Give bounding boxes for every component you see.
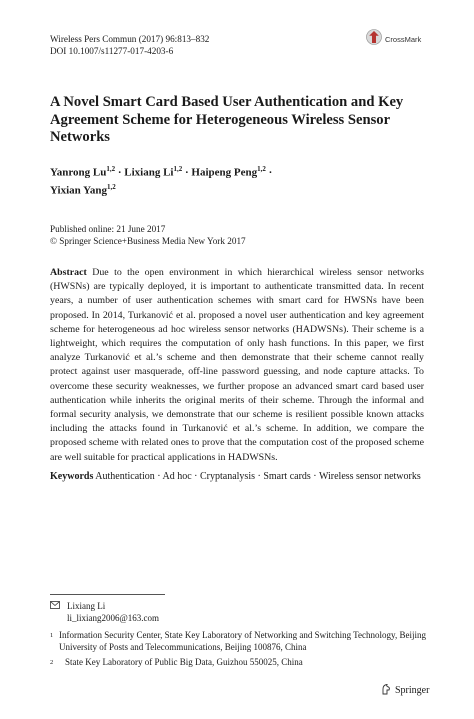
author-name: Yanrong Lu [50, 166, 107, 179]
author-name: Haipeng Peng [191, 166, 258, 179]
author-affiliation-mark: 1,2 [106, 165, 116, 173]
abstract-text: Due to the open environment in which hierarchical wireless sensor networks (HWSNs) are typically deployed, it is important to authenticate transmitted data. In recent years, a number of user authentication schemes with smart card for HWSNs have been proposed. In 2014, Turkanović et al. proposed a novel user authentication and key agreement scheme for heterogeneous ad hoc wireless sensor networks (HADWSNs). Their scheme is a lightweight, which requires the computation of only hash functions. In this paper, we first analyze Turkanović et al.’s scheme and then demonstrate that their scheme cannot really protect against user masquerade, off-line password guessing, and node capture attacks. To overcome these security weaknesses, we further propose an advanced smart card based user authentication while inherits the original merits of their scheme. Through the informal and formal security analysis, we demonstrate that our scheme is resilient possible known attacks including the attacks found in Turkanović et al.’s scheme. In addition, we compare the proposed scheme with related ones to prove that the computation cost of the proposed scheme are well suitable for practical applications in HADWSNs. [50, 267, 424, 463]
journal-doi: DOI 10.1007/s11277-017-4203-6 [50, 46, 174, 56]
corresponding-email[interactable]: li_lixiang2006@163.com [67, 612, 160, 623]
author-name: Lixiang Li [124, 166, 174, 179]
springer-horse-icon [380, 683, 392, 698]
affiliation [50, 630, 430, 653]
journal-citation: Wireless Pers Commun (2017) 96:813–832 [50, 34, 210, 44]
keywords-section [50, 470, 424, 485]
affiliation-text: Information Security Center, State Key Laboratory of Networking and Switching Technology, Beijing University of Posts and Telecommunications, Beijing 100876, China [59, 630, 426, 652]
affiliation [50, 657, 430, 669]
envelope-icon [50, 601, 61, 613]
author-list [50, 162, 430, 198]
author-separator: · [182, 166, 192, 179]
publication-info [50, 224, 246, 247]
author-affiliation-mark: 1,2 [106, 183, 116, 192]
published-date: Published online: 21 June 2017 [50, 224, 166, 234]
crossmark-label: CrossMark [385, 35, 422, 44]
corresponding-author [50, 601, 159, 624]
keywords-text: Authentication · Ad hoc · Cryptanalysis · Smart cards · Wireless sensor networks [95, 471, 421, 482]
crossmark-icon [366, 29, 382, 50]
author-affiliation-mark: 1,2 [257, 165, 266, 173]
author-affiliation-mark: 1,2 [173, 165, 183, 173]
affiliation-number: 2 [50, 659, 54, 666]
abstract-section [50, 266, 424, 465]
abstract-label: Abstract [50, 267, 87, 278]
crossmark-badge[interactable] [366, 29, 421, 50]
journal-header [50, 33, 209, 57]
affiliation-number: 1 [50, 632, 54, 639]
publisher-name: Springer [395, 685, 430, 696]
publisher-logo [380, 683, 429, 698]
copyright-line: © Springer Science+Business Media New York 2017 [50, 235, 246, 246]
corresponding-name: Lixiang Li [67, 601, 106, 611]
keywords-label: Keywords [50, 471, 94, 482]
author-separator: · [265, 166, 273, 179]
footnote-divider [50, 594, 165, 595]
paper-title: A Novel Smart Card Based User Authentication and Key Agreement Scheme for Heterogeneous Wireless Sensor Networks [50, 94, 404, 145]
author-separator: · [115, 166, 125, 179]
author-name: Yixian Yang [50, 184, 107, 197]
affiliation-text: State Key Laboratory of Public Big Data, Guizhou 550025, China [65, 657, 303, 667]
